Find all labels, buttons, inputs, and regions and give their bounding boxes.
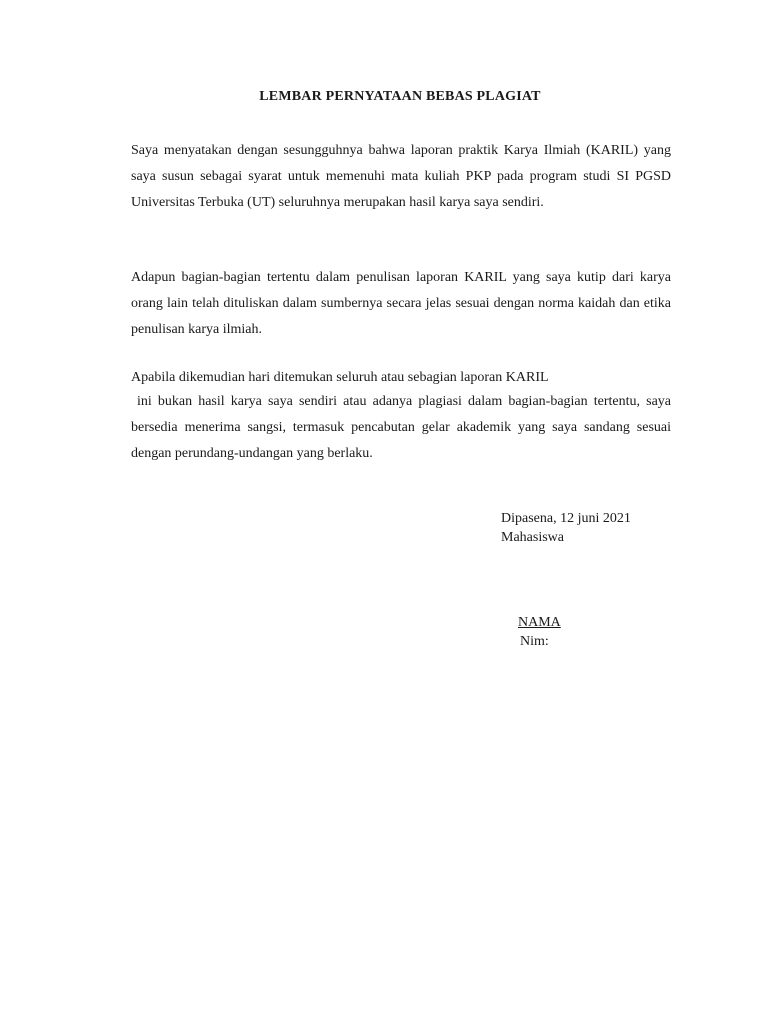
paragraph-sanction-first-line: Apabila dikemudian hari ditemukan seluruh atau sebagian laporan KARIL [131, 370, 549, 385]
signature-name: NAMA [518, 615, 561, 630]
signature-block [501, 509, 631, 547]
paragraph-citation: Adapun bagian-bagian tertentu dalam penulisan laporan KARIL yang saya kutip dari karya orang lain telah dituliskan dalam sumbernya secara jelas sesuai dengan norma kaidah dan etika penulisan karya ilmiah. [131, 270, 671, 337]
document-title: LEMBAR PERNYATAAN BEBAS PLAGIAT [259, 89, 541, 104]
paragraph-statement: Saya menyatakan dengan sesungguhnya bahwa laporan praktik Karya Ilmiah (KARIL) yang saya susun sebagai syarat untuk memenuhi mata kuliah PKP pada program studi SI PGSD Universitas Terbuka (UT) seluruhnya merupakan hasil karya saya sendiri. [131, 143, 671, 210]
signature-role: Mahasiswa [501, 530, 564, 545]
signature-place-date: Dipasena, 12 juni 2021 [501, 511, 631, 526]
signature-nim: Nim: [520, 634, 549, 649]
paragraph-sanction-body: ini bukan hasil karya saya sendiri atau adanya plagiasi dalam bagian-bagian tertentu, saya bersedia menerima sangsi, termasuk pencabutan gelar akademik yang saya sandang sesuai dengan perundang-undangan yang berlaku. [131, 394, 671, 461]
